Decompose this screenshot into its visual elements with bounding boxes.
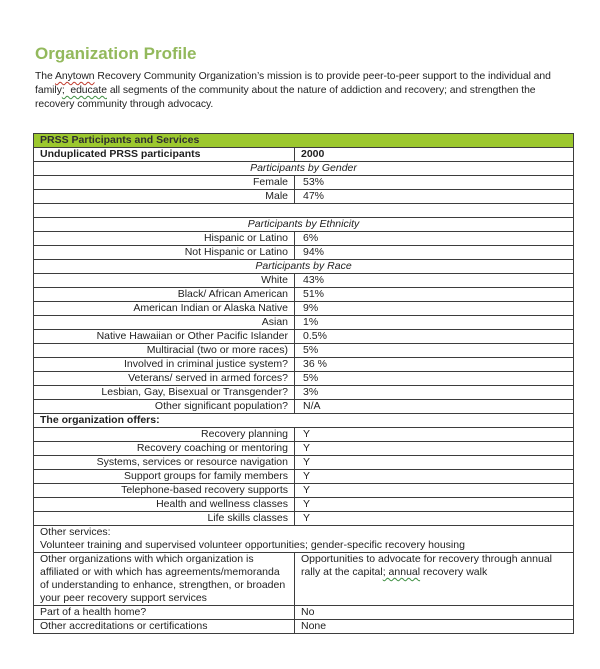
row-label-cell: Telephone-based recovery supports [34,484,295,498]
text-run: recovery walk [420,566,488,578]
table-row [34,428,574,442]
row-value-cell: 5% [295,344,574,358]
row-label-cell: Systems, services or resource navigation [34,456,295,470]
row-label-cell: Multiracial (two or more races) [34,344,295,358]
row-label-cell: Part of a health home? [34,606,295,620]
row-value-cell: 3% [295,386,574,400]
table-row [34,386,574,400]
table-row [34,442,574,456]
row-value-cell: Y [295,442,574,456]
row-label-cell: American Indian or Alaska Native [34,302,295,316]
prss-table [33,133,574,634]
table-row [34,274,574,288]
mission-paragraph [35,70,572,112]
text-run: all segments of the community about the nature of addiction and recovery; and strengthen the recovery community through advocacy. [35,85,536,110]
text-run: Opportunities to advocate for recovery through annual rally at the capital [301,553,552,578]
table-row [34,204,574,218]
row-value-cell: 36 % [295,358,574,372]
table-title-row [34,134,574,148]
row-value-cell: 43% [295,274,574,288]
table-row [34,232,574,246]
table-row [34,148,574,162]
table-row [34,330,574,344]
row-label-cell: Health and wellness classes [34,498,295,512]
misspelled-word: Anytown [55,71,95,82]
table-row [34,190,574,204]
row-label-cell: Other organizations with which organization is affiliated or with which has agreements/memoranda of understanding to enhance, strengthen, or broaden your peer recovery support services [34,553,295,606]
table-row [34,358,574,372]
row-value-cell: 47% [295,190,574,204]
table-row [34,260,574,274]
row-label-cell: Asian [34,316,295,330]
row-value-cell: 6% [295,232,574,246]
row-value-cell: Y [295,498,574,512]
row-label-cell: Support groups for family members [34,470,295,484]
row-label-cell: Male [34,190,295,204]
row-label-cell: Veterans/ served in armed forces? [34,372,295,386]
row-label-cell: White [34,274,295,288]
page-title: Organization Profile [35,44,197,63]
table-row [34,498,574,512]
row-value-cell: Y [295,484,574,498]
table-row [34,456,574,470]
row-label-cell: Hispanic or Latino [34,232,295,246]
table-row [34,344,574,358]
row-label-cell: Female [34,176,295,190]
table-row [34,400,574,414]
row-label-cell: Black/ African American [34,288,295,302]
row-value-cell: Y [295,456,574,470]
text-run: The [35,71,56,82]
table-title-cell: PRSS Participants and Services [34,134,574,148]
row-value-cell: No [295,606,574,620]
spacer-cell [34,204,574,218]
table-row [34,246,574,260]
row-value-cell: 2000 [295,148,574,162]
row-value-cell: 5% [295,372,574,386]
row-value-cell: 0.5% [295,330,574,344]
row-value-cell: N/A [295,400,574,414]
table-row [34,316,574,330]
section-header-cell: Participants by Gender [34,162,574,176]
table-row [34,470,574,484]
table-row [34,512,574,526]
row-value-cell: 94% [295,246,574,260]
full-width-cell [34,526,574,553]
grammar-flagged-text: ; annual [382,566,421,578]
text-run: Recovery Community Organization’s mission is to provide peer-to-peer support to the individual and family [35,71,551,96]
row-value-cell: Y [295,512,574,526]
row-label-cell: Native Hawaiian or Other Pacific Islander [34,330,295,344]
table-row [34,288,574,302]
row-label-cell: Lesbian, Gay, Bisexual or Transgender? [34,386,295,400]
table-row [34,606,574,620]
table-row [34,162,574,176]
table-row [34,302,574,316]
row-label-cell: Other accreditations or certifications [34,620,295,634]
table-row [34,620,574,634]
row-label-cell: Recovery planning [34,428,295,442]
table-row [34,218,574,232]
row-value-cell: 9% [295,302,574,316]
row-label-cell: Not Hispanic or Latino [34,246,295,260]
row-label-cell: Life skills classes [34,512,295,526]
table-row [34,176,574,190]
table-row [34,526,574,553]
row-label-cell: Recovery coaching or mentoring [34,442,295,456]
table-row [34,414,574,428]
subheading-cell: The organization offers: [34,414,574,428]
row-value-cell: Y [295,428,574,442]
row-value-cell: 53% [295,176,574,190]
row-label-cell: Other significant population? [34,400,295,414]
cell-line: Other services: [40,526,111,538]
section-header-cell: Participants by Ethnicity [34,218,574,232]
row-value-cell: 1% [295,316,574,330]
table-row [34,484,574,498]
grammar-flagged-text: ; educate [61,85,107,96]
cell-line: Volunteer training and supervised volunteer opportunities; gender-specific recovery housing [40,539,465,551]
table-row [34,372,574,386]
section-header-cell: Participants by Race [34,260,574,274]
row-label-cell: Unduplicated PRSS participants [34,148,295,162]
table-row [34,553,574,606]
row-value-cell: None [295,620,574,634]
row-value-cell: Y [295,470,574,484]
row-value-cell: 51% [295,288,574,302]
row-label-cell: Involved in criminal justice system? [34,358,295,372]
row-value-cell [295,553,574,606]
prss-table-body [34,134,574,634]
